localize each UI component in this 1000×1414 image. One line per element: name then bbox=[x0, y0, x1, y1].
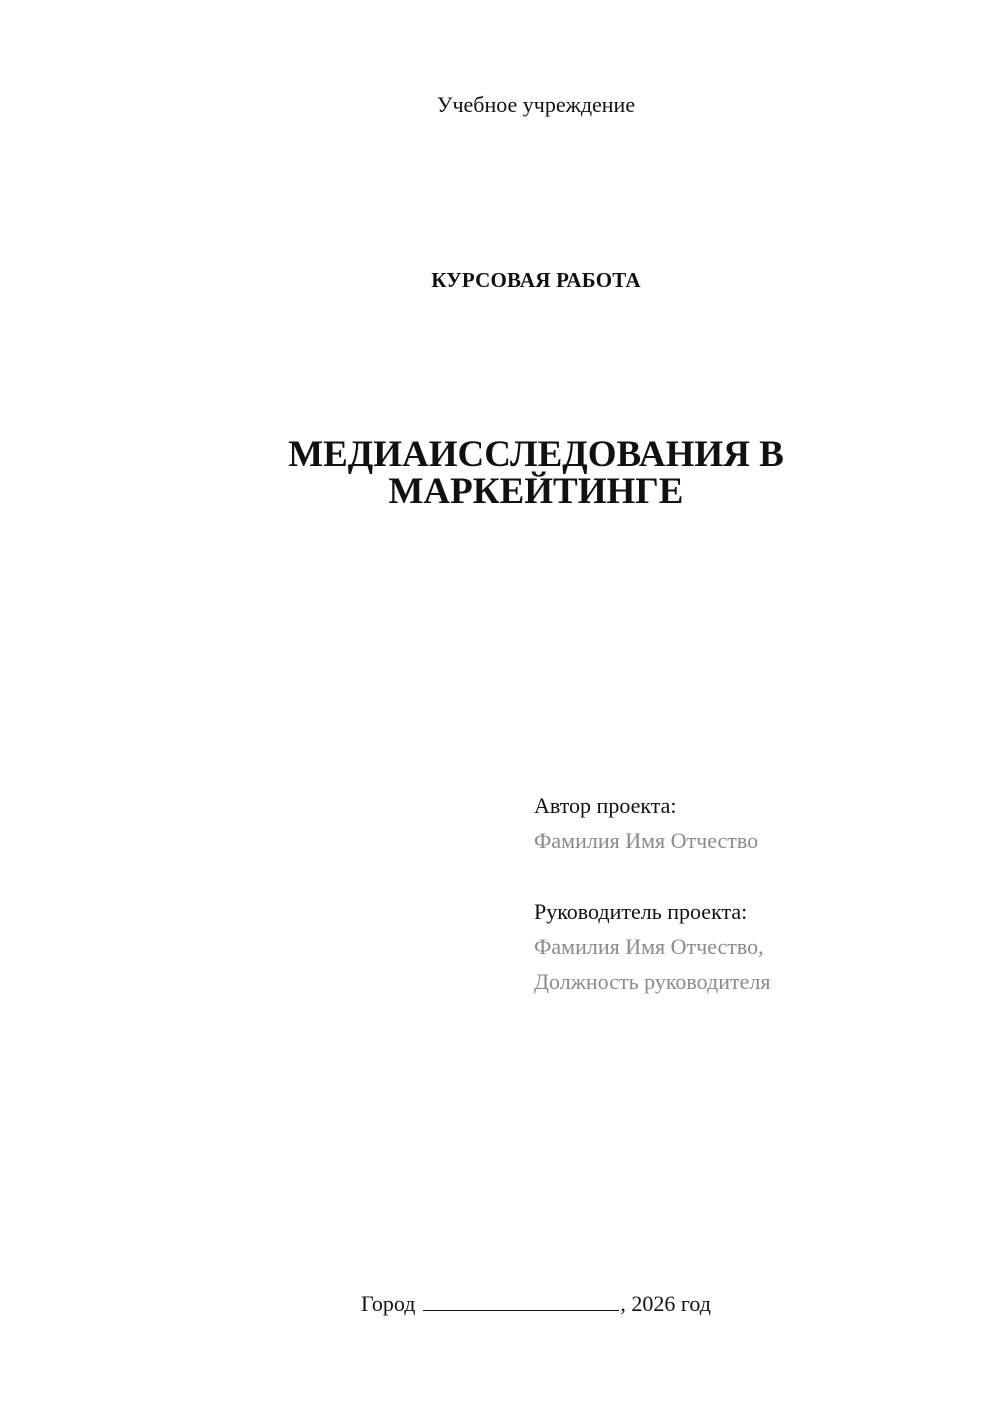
document-title-line-1: МЕДИАИССЛЕДОВАНИЯ В bbox=[288, 434, 784, 475]
supervisor-position: Должность руководителя bbox=[534, 969, 771, 994]
year-text: , 2026 год bbox=[620, 1291, 711, 1316]
credits-block bbox=[534, 788, 974, 999]
footer-city-year bbox=[0, 1290, 1000, 1317]
work-type-heading: КУРСОВАЯ РАБОТА bbox=[431, 268, 641, 292]
document-title bbox=[0, 436, 1000, 510]
supervisor-name: Фамилия Имя Отчество, bbox=[534, 934, 764, 959]
supervisor-label: Руководитель проекта: bbox=[534, 899, 748, 924]
author-name: Фамилия Имя Отчество bbox=[534, 828, 759, 853]
institution-name: Учебное учреждение bbox=[436, 92, 636, 117]
city-blank-line bbox=[423, 1290, 619, 1311]
credits-spacer bbox=[534, 858, 974, 894]
author-label: Автор проекта: bbox=[534, 793, 677, 818]
document-title-line-2: МАРКЕЙТИНГЕ bbox=[388, 471, 684, 512]
city-label: Город bbox=[361, 1291, 416, 1316]
